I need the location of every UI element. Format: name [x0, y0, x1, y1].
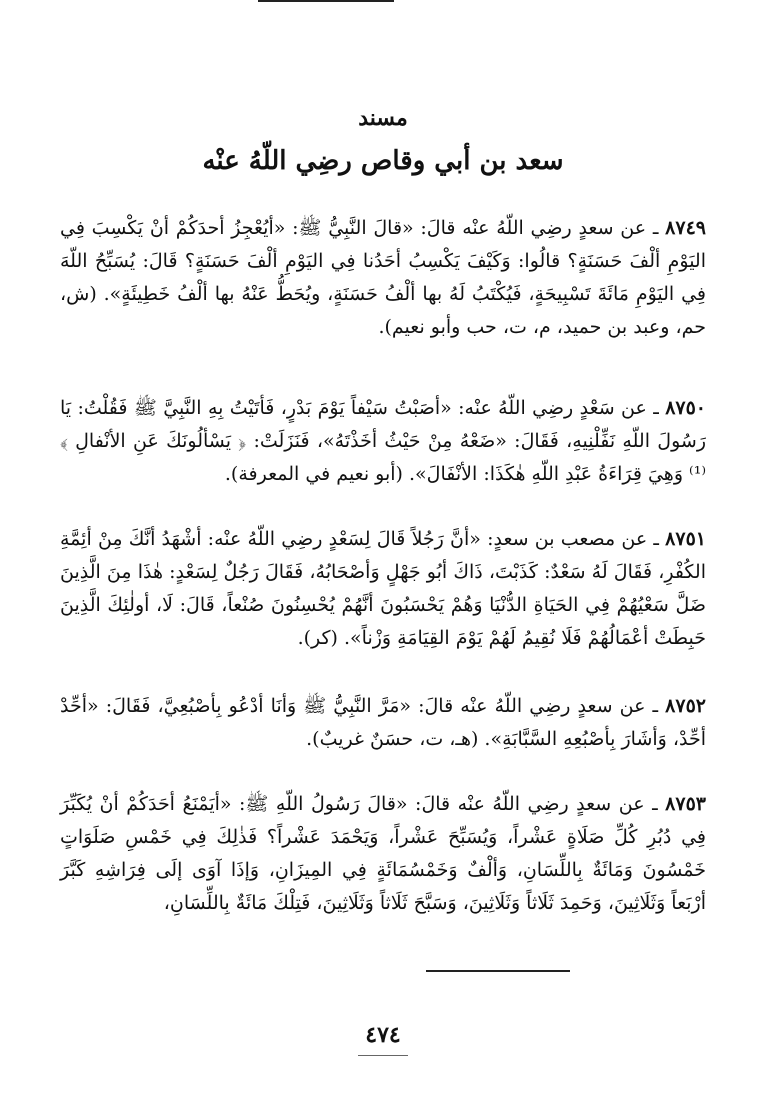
page — [60, 0, 706, 1114]
section-heading: مسند — [358, 105, 408, 131]
hadith-number: ٨٧٥١ — [665, 528, 706, 550]
hadith-text: ـ عن سعدٍ رضِي اللّهُ عنْه قالَ: «قالَ رَسُولُ اللّهِ ﷺ: «أيَمْنَعُ أحَدَكُمْ أنْ يُكَبِّرَ فِي دُبُرِ كُلِّ صَلَاةٍ عَشْراً، وَيُسَبِّحَ عَشْراً، وَيَحْمَدَ عَشْراً؟ فَذٰلِكَ فِي خَمْسِ صَلَوَاتٍ خَمْسُونَ وَمَائَةٌ بِاللِّسَانِ، وَألْفٌ وَخَمْسُمَائَةٍ فِي المِيزَانِ، وَإذَا آوَى إلَى فِرَاشِهِ كَبَّرَ أرْبَعاً وَثَلَاثِينَ، وَحَمِدَ ثَلَاثاً وَثَلَاثِينَ، وَسَبَّحَ ثَلَاثاً وَثَلَاثِينَ، فَتِلْكَ مَائَةٌ بِاللِّسَانِ، — [60, 793, 706, 914]
hadith-8753 — [60, 788, 706, 920]
page-number: ٤٧٤ — [365, 1022, 401, 1048]
chapter-title: سعد بن أبي وقاص رضِي اللّهُ عنْه — [202, 146, 564, 176]
page-number-underline — [358, 1055, 408, 1056]
hadith-8749 — [60, 212, 706, 344]
hadith-text: ـ عن مصعب بن سعدٍ: «أنَّ رَجُلاً قَالَ لِسَعْدٍ رضِي اللّهُ عنْه: أشْهَدُ أنَّكَ مِنْ أئِمَّةِ الكُفْرِ، فَقَالَ لَهُ سَعْدٌ: كَذَبْتَ، ذَاكَ أبُو جَهْلٍ وَأصْحَابُهُ، فَقَالَ رَجُلٌ لِسَعْدٍ: هٰذَا مِنَ الَّذِينَ ضَلَّ سَعْيُهُمْ فِي الحَيَاةِ الدُّنْيَا وَهُمْ يَحْسَبُونَ أنَّهُمْ يُحْسِنُونَ صُنْعاً، قَالَ: لَا، أولٰئِكَ الَّذِينَ حَبِطَتْ أعْمَالُهُمْ فَلَا نُقِيمُ لَهُمْ يَوْمَ القِيَامَةِ وَزْناً». (كر). — [60, 528, 706, 649]
hadith-8751 — [60, 523, 706, 655]
hadith-8752 — [60, 690, 706, 756]
hadith-text: ـ عن سعدٍ رضِي اللّهُ عنْه قالَ: «قالَ النَّبِيُّ ﷺ: «أيُعْجِزُ أحدَكُمْ أنْ يَكْسِبَ فِي اليَوْمِ ألْفَ حَسَنَةٍ؟ قالُوا: وَكَيْفَ يَكْسِبُ أحَدُنا فِي اليَوْمِ ألْفَ حَسَنَةٍ؟ قَالَ: يُسَبِّحُ اللّهَ فِي اليَوْمِ مَائَةَ تَسْبِيحَةٍ، فَيُكْتَبُ لَهُ بها ألْفُ حَسَنَةٍ، ويُحَطُّ عَنْهُ بها ألْفُ خَطِيئَةٍ». (ش، حم، وعبد بن حميد، م، ت، حب وأبو نعيم). — [60, 217, 706, 338]
hadith-number: ٨٧٤٩ — [665, 217, 706, 239]
hadith-number: ٨٧٥٢ — [665, 695, 706, 717]
hadith-text: ـ عن سعدٍ رضِي اللّهُ عنْه قالَ: «مَرَّ النَّبِيُّ ﷺ وَأنَا أدْعُو بِأصْبُعِيَّ، فَقَالَ: «أحِّدْ أحِّدْ، وَأشَارَ بِأصْبُعِهِ السَّبَّابَةِ». (هـ، ت، حسَنٌ غريبٌ). — [60, 695, 706, 750]
footnote-rule — [426, 970, 570, 972]
hadith-number: ٨٧٥٣ — [665, 793, 706, 815]
hadith-number: ٨٧٥٠ — [665, 397, 707, 419]
hadith-8750 — [60, 392, 706, 491]
hadith-text: ـ عن سَعْدٍ رضِي اللّهُ عنْه: «أصَبْتُ سَيْفاً يَوْمَ بَدْرٍ، فَأتَيْتُ بِهِ النَّبِيَّ ﷺ فَقُلْتُ: يَا رَسُولَ اللّهِ نَفِّلْنِيهِ، فَقَالَ: «ضَعْهُ مِنْ حَيْثُ أخَذْتَهُ»، فَنَزَلَتْ: ﴿ يَسْألُونَكَ عَنِ الأنْفالِ ﴾⁽¹⁾ وَهِيَ قِرَاءَةُ عَبْدِ اللّهِ هٰكَذَا: الأنْفَالَ». (أبو نعيم في المعرفة). — [60, 397, 706, 485]
